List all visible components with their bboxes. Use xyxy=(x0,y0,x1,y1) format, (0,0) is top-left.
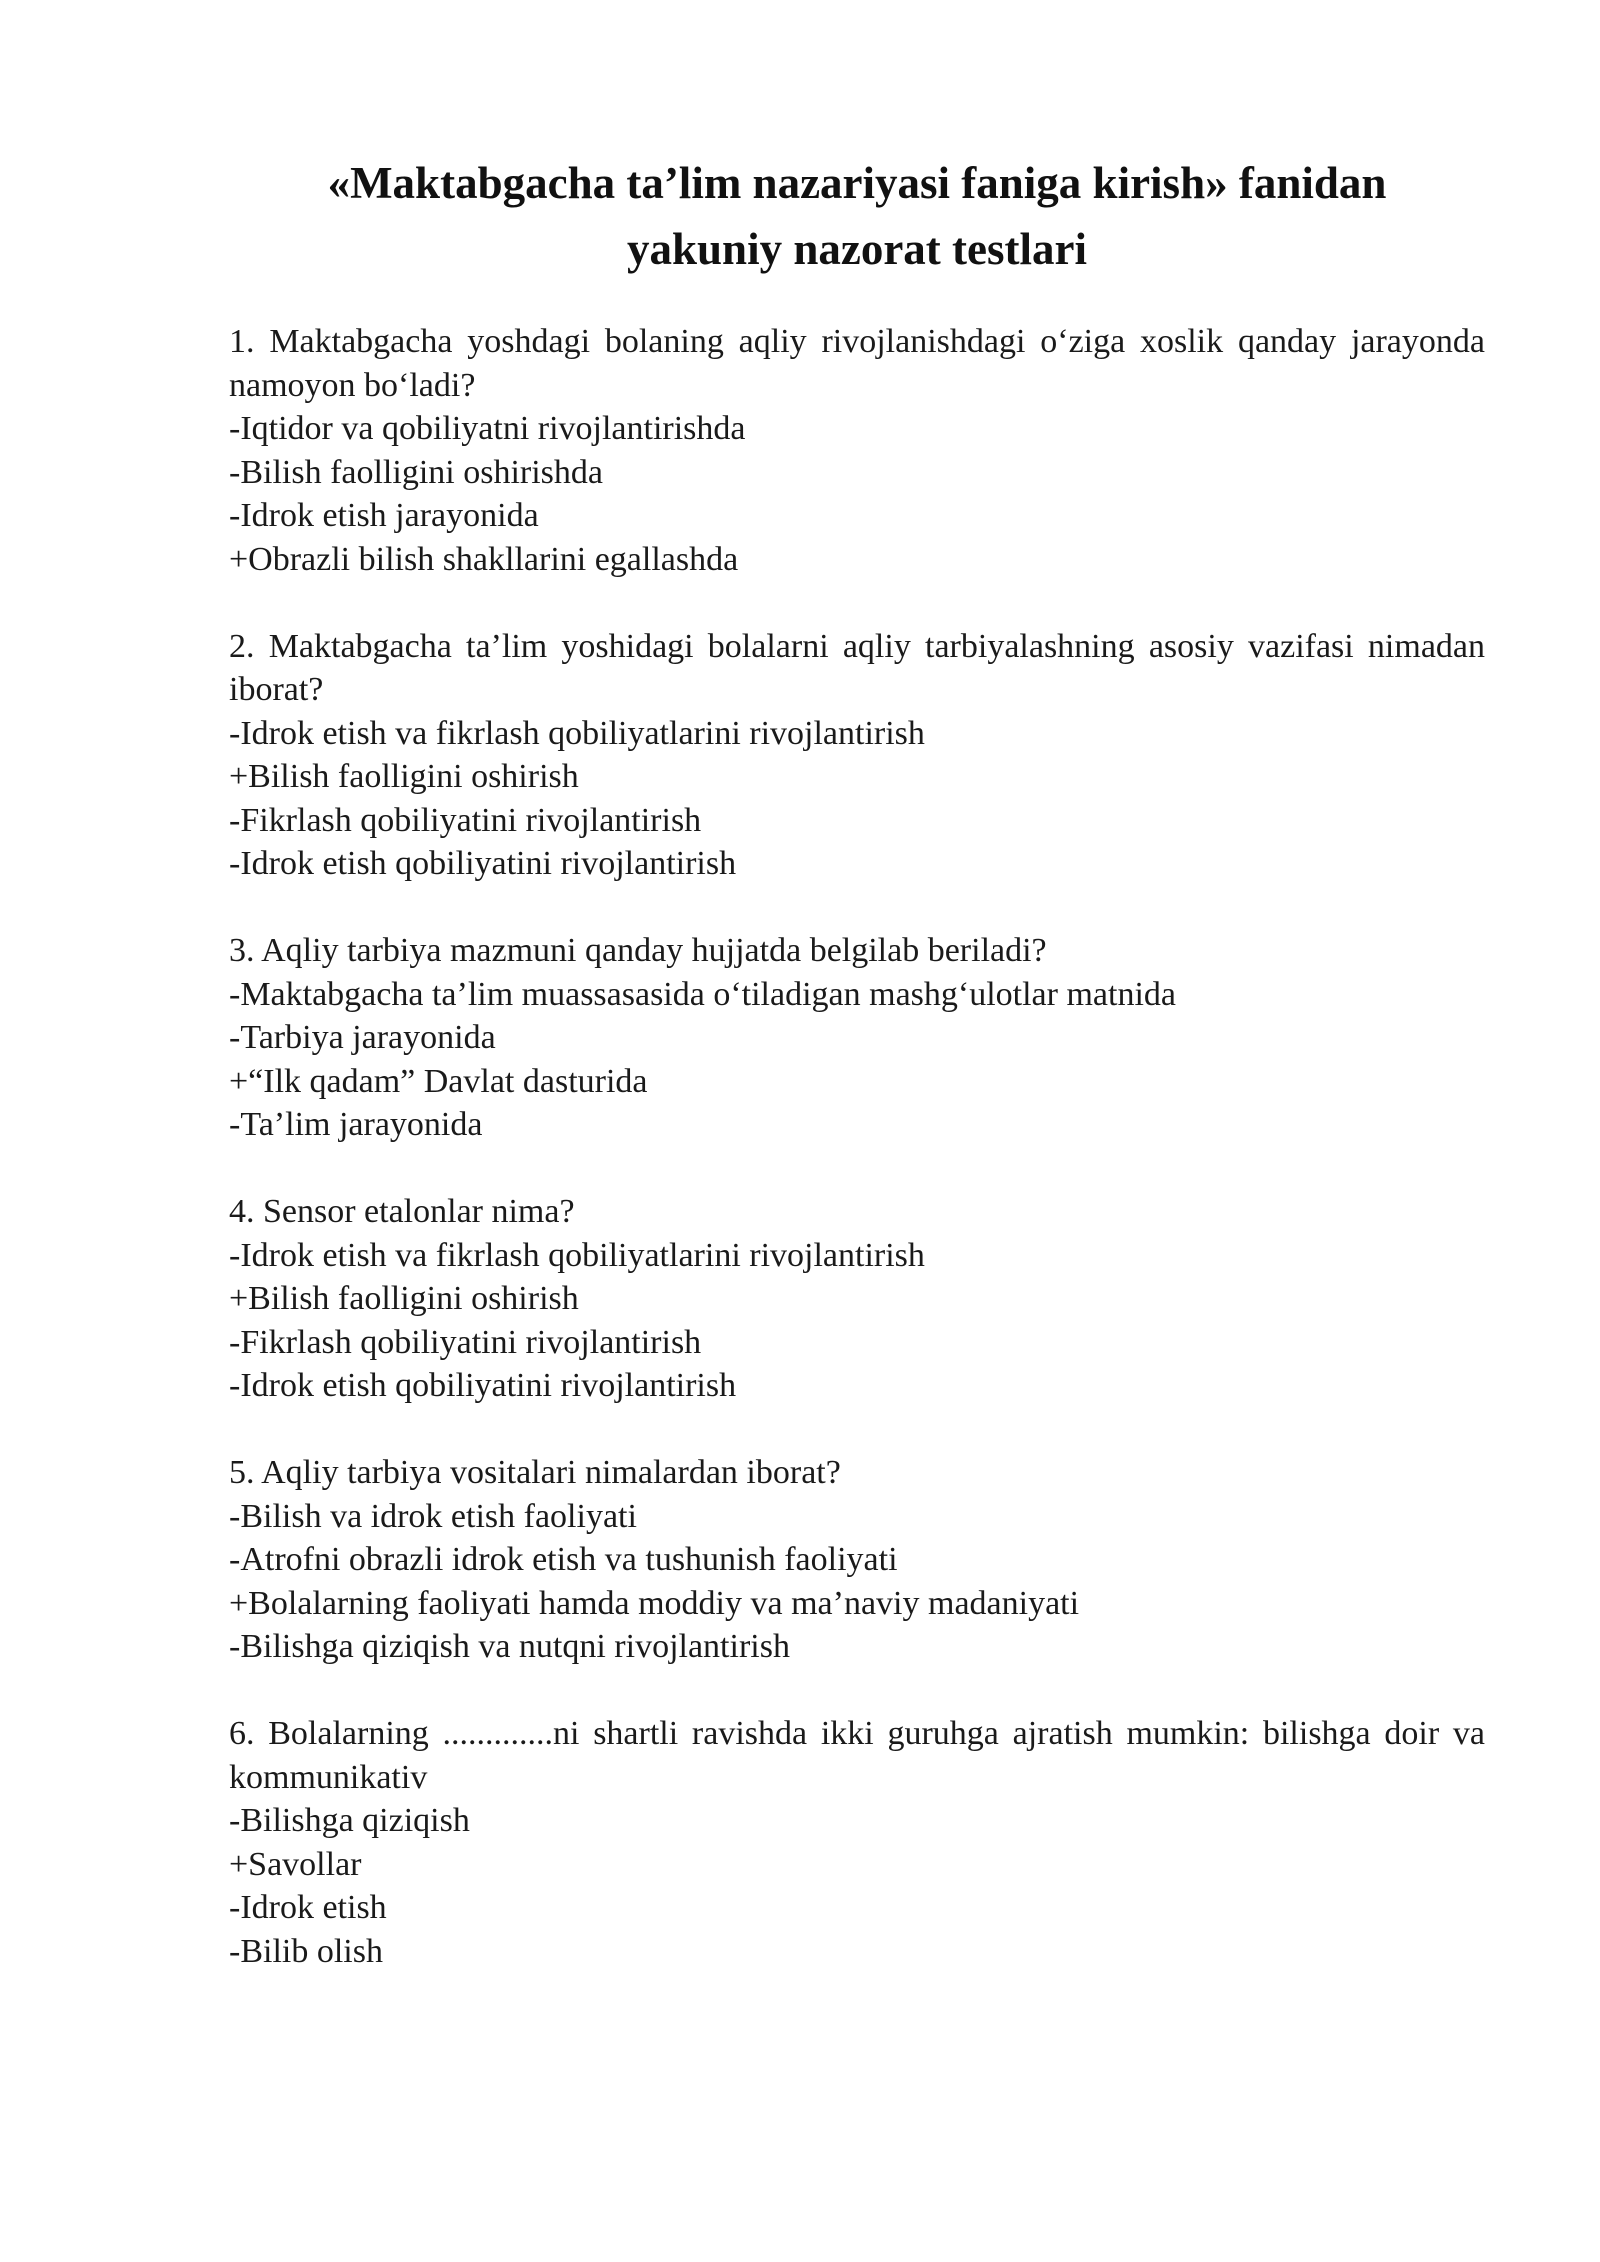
title-line-2: yakuniy nazorat testlari xyxy=(627,224,1087,274)
title-line-1: «Maktabgacha ta’lim nazariyasi faniga kirish» fanidan xyxy=(327,158,1387,208)
answer-option: -Bilishga qiziqish xyxy=(229,1802,470,1839)
answer-option: -Ta’lim jarayonida xyxy=(229,1106,483,1143)
answer-option: -Idrok etish qobiliyatini rivojlantirish xyxy=(229,845,737,882)
answer-option: -Bilish faolligini oshirishda xyxy=(229,453,603,491)
answer-option: -Bilishga qiziqish va nutqni rivojlantirish xyxy=(229,1628,790,1665)
question-text: 1. Maktabgacha yoshdagi bolaning aqliy rivojlanishdagi o‘ziga xoslik qanday jarayonda namoyon bo‘ladi? xyxy=(229,323,1485,404)
document-page xyxy=(229,150,1485,2017)
answer-option: -Atrofni obrazli idrok etish va tushunish faoliyati xyxy=(229,1541,898,1578)
answer-option: -Idrok etish xyxy=(229,1889,387,1926)
question-text: 2. Maktabgacha ta’lim yoshidagi bolalarni aqliy tarbiyalashning asosiy vazifasi nimadan iborat? xyxy=(229,627,1485,708)
question-text: 5. Aqliy tarbiya vositalari nimalardan iborat? xyxy=(229,1454,841,1491)
answer-option-correct: +Bolalarning faoliyati hamda moddiy va ma’naviy madaniyati xyxy=(229,1584,1080,1622)
answer-option: -Idrok etish qobiliyatini rivojlantirish xyxy=(229,1367,737,1404)
answer-option-correct: +Bilish faolligini oshirish xyxy=(229,758,579,795)
question-text: 3. Aqliy tarbiya mazmuni qanday hujjatda belgilab beriladi? xyxy=(229,932,1047,969)
question-text: 6. Bolalarning .............ni shartli ravishda ikki guruhga ajratish mumkin: bilishga doir va kommunikativ xyxy=(229,1715,1485,1796)
answer-option-correct: +Bilish faolligini oshirish xyxy=(229,1280,579,1317)
answer-option-correct: +“Ilk qadam” Davlat dasturida xyxy=(229,1062,648,1100)
answer-option-correct: +Savollar xyxy=(229,1845,362,1883)
question-4 xyxy=(229,1190,1485,1408)
answer-option: -Tarbiya jarayonida xyxy=(229,1019,496,1056)
answer-option-correct: +Obrazli bilish shakllarini egallashda xyxy=(229,540,739,578)
question-2 xyxy=(229,625,1485,886)
answer-option: -Maktabgacha ta’lim muassasasida o‘tiladigan mashg‘ulotlar matnida xyxy=(229,975,1176,1013)
question-5 xyxy=(229,1451,1485,1669)
answer-option: -Bilish va idrok etish faoliyati xyxy=(229,1497,637,1535)
answer-option: -Idrok etish va fikrlash qobiliyatlarini rivojlantirish xyxy=(229,1236,925,1274)
answer-option: -Iqtidor va qobiliyatni rivojlantirishda xyxy=(229,410,746,447)
answer-option: -Fikrlash qobiliyatini rivojlantirish xyxy=(229,1323,702,1361)
answer-option: -Idrok etish jarayonida xyxy=(229,497,539,534)
question-text: 4. Sensor etalonlar nima? xyxy=(229,1193,575,1230)
document-title xyxy=(229,150,1485,282)
answer-option: -Fikrlash qobiliyatini rivojlantirish xyxy=(229,801,702,839)
question-list xyxy=(229,320,1485,1973)
question-6 xyxy=(229,1712,1485,1973)
answer-option: -Bilib olish xyxy=(229,1932,383,1970)
question-1 xyxy=(229,320,1485,581)
question-3 xyxy=(229,929,1485,1147)
answer-option: -Idrok etish va fikrlash qobiliyatlarini rivojlantirish xyxy=(229,714,925,752)
